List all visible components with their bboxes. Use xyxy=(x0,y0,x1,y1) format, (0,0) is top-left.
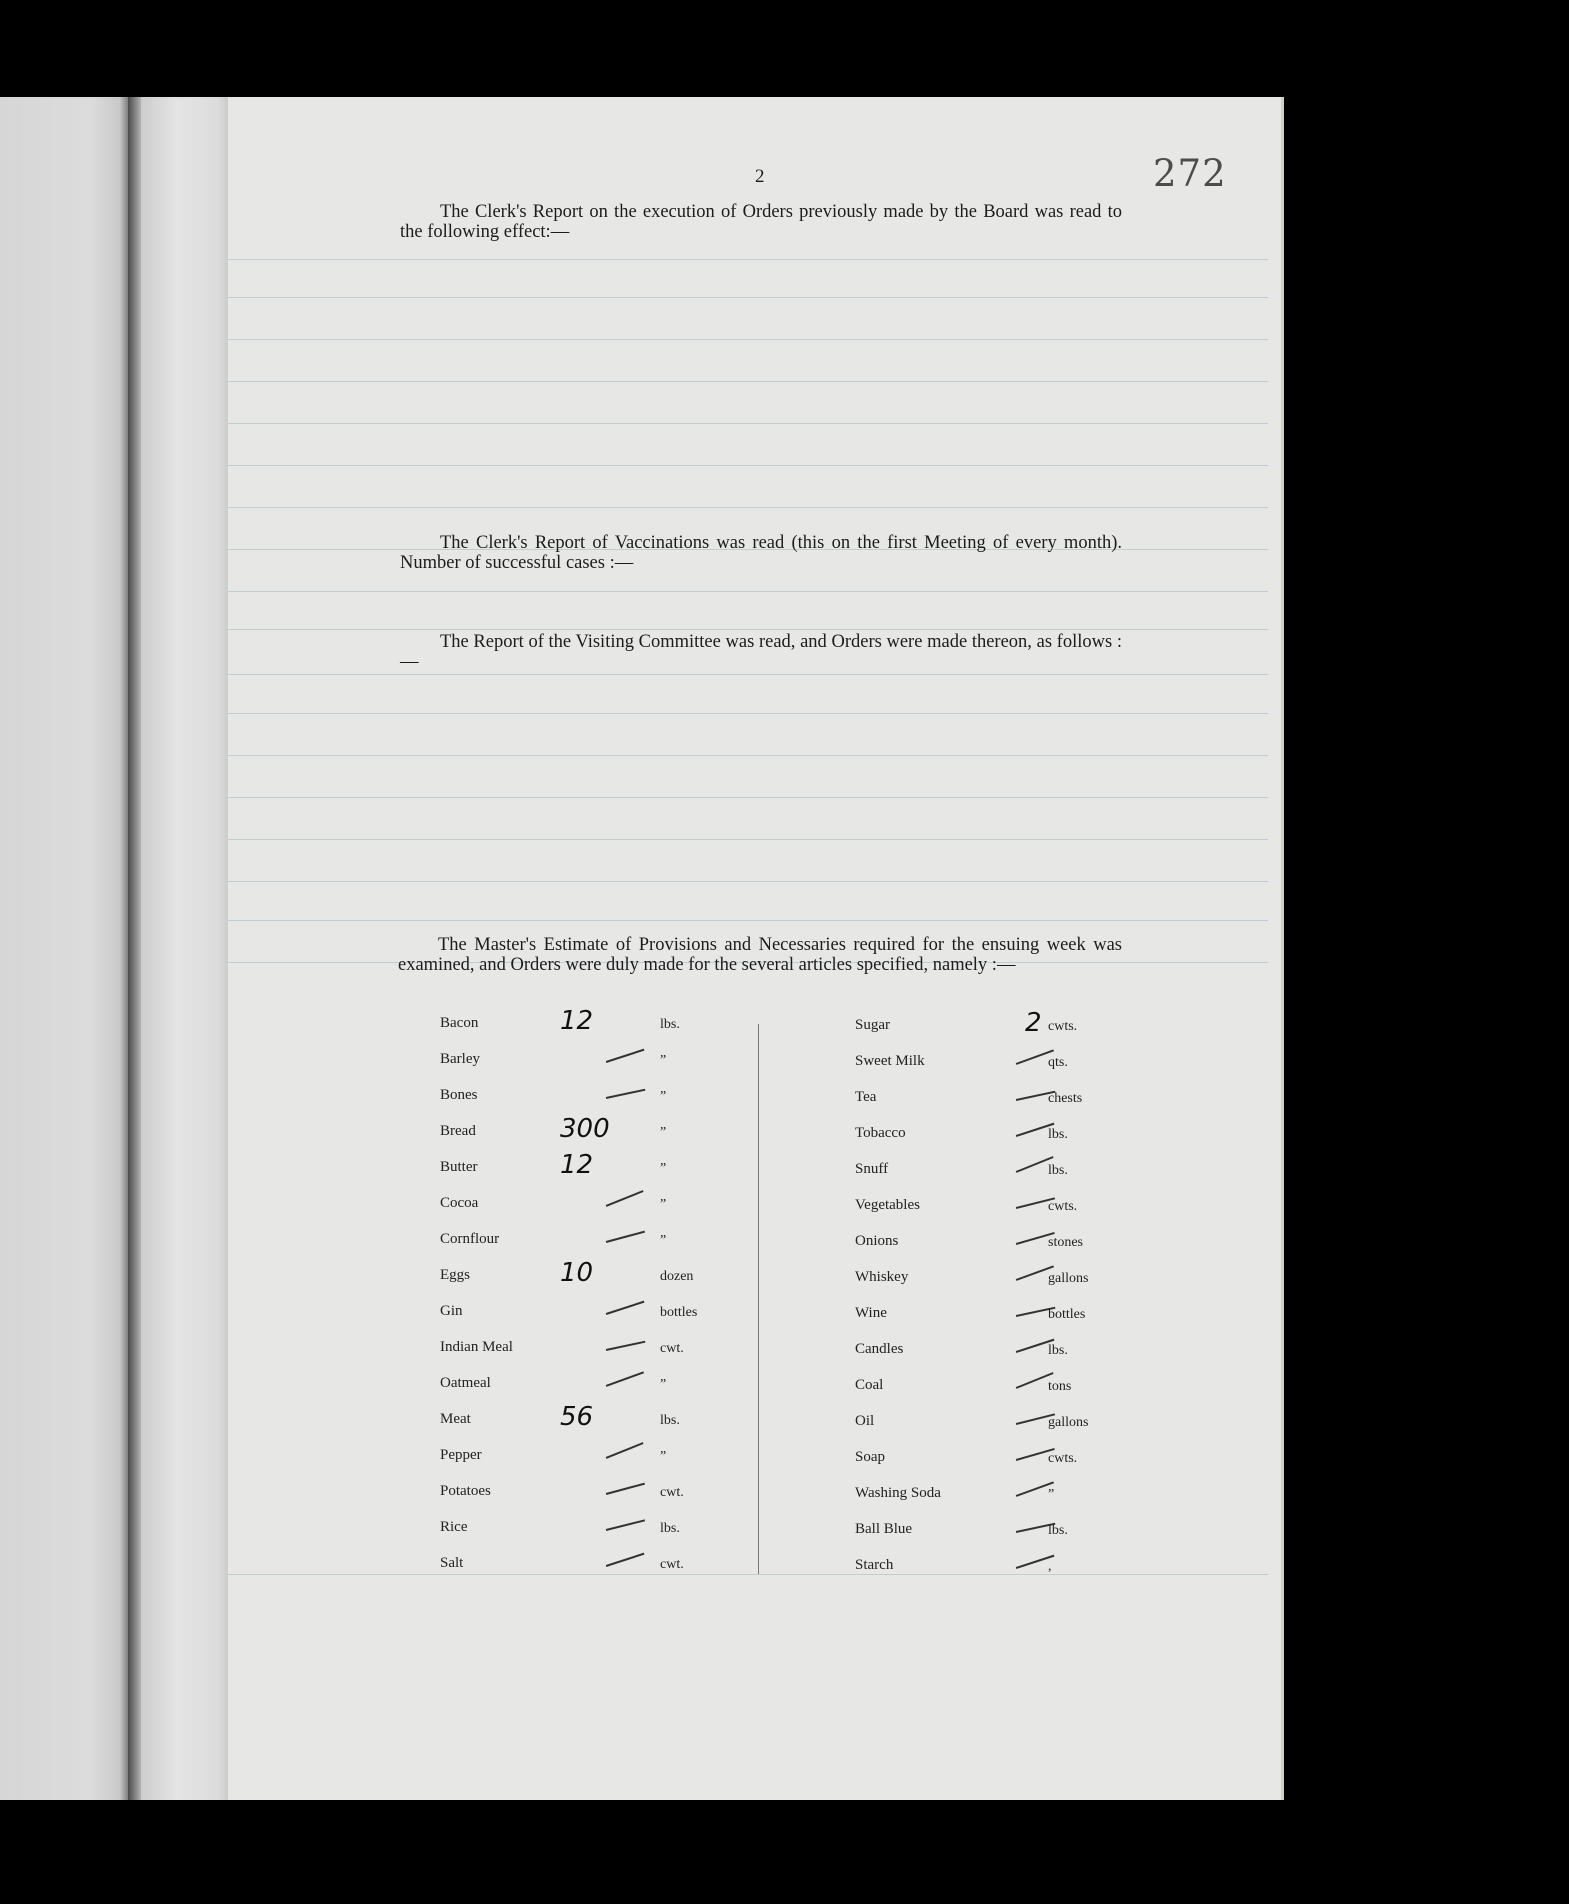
provision-unit: bottles xyxy=(660,1305,698,1320)
handwritten-amount: 10 xyxy=(560,1258,594,1288)
column-divider xyxy=(758,1024,759,1574)
provision-unit: ” xyxy=(660,1125,667,1140)
provision-item-name: Bread xyxy=(440,1123,476,1139)
ruled-line xyxy=(228,259,1268,260)
provision-unit: lbs. xyxy=(1048,1127,1068,1142)
handwritten-tick-mark xyxy=(606,1190,644,1206)
ruled-line xyxy=(228,1574,1268,1575)
previous-page-edge xyxy=(0,97,130,1800)
ledger-page xyxy=(228,97,1284,1800)
provision-unit: chests xyxy=(1048,1091,1083,1106)
provision-unit: lbs. xyxy=(660,1017,680,1032)
handwritten-tick-mark xyxy=(606,1341,645,1351)
provision-unit: ” xyxy=(660,1197,667,1212)
provision-unit: ” xyxy=(660,1053,667,1068)
handwritten-amount: 300 xyxy=(560,1114,610,1144)
provision-unit: cwt. xyxy=(660,1485,684,1500)
ruled-line xyxy=(228,839,1268,840)
provision-item-name: Meat xyxy=(440,1411,471,1427)
provision-unit: ” xyxy=(1048,1487,1055,1502)
clerk-orders-text: The Clerk's Report on the execution of Orders previously made by the Board was read to the following effect:— xyxy=(400,202,1122,242)
provision-unit: ” xyxy=(660,1233,667,1248)
clerk-orders-paragraph xyxy=(400,202,1122,242)
ruled-line xyxy=(228,423,1268,424)
provision-unit: lbs. xyxy=(660,1413,680,1428)
provision-item-name: Bacon xyxy=(440,1015,479,1031)
binding-gutter xyxy=(128,97,142,1800)
ruled-line xyxy=(228,465,1268,466)
ruled-line xyxy=(228,920,1268,921)
provision-unit: stones xyxy=(1048,1235,1083,1250)
provision-item-name: Starch xyxy=(855,1557,894,1573)
provision-item-name: Rice xyxy=(440,1519,468,1535)
provision-unit: gallons xyxy=(1048,1415,1089,1430)
provision-item-name: Oil xyxy=(855,1413,875,1429)
page-number: 2 xyxy=(755,166,765,187)
ruled-line xyxy=(228,591,1268,592)
provision-item-name: Potatoes xyxy=(440,1483,491,1499)
visiting-committee-paragraph xyxy=(400,632,1122,672)
provision-item-name: Ball Blue xyxy=(855,1521,913,1537)
provision-unit: , xyxy=(1048,1559,1052,1574)
provision-item-name: Onions xyxy=(855,1233,899,1249)
provision-item-name: Bones xyxy=(440,1087,478,1103)
ruled-line xyxy=(228,297,1268,298)
provision-item-name: Candles xyxy=(855,1341,904,1357)
provision-item-name: Salt xyxy=(440,1555,464,1571)
handwritten-tick-mark xyxy=(606,1301,645,1315)
master-estimate-text: The Master's Estimate of Provisions and Necessaries required for the ensuing week was examined, and Orders were duly made for the several articles specified, namely :— xyxy=(398,935,1122,975)
provision-item-name: Soap xyxy=(855,1449,885,1465)
ruled-line xyxy=(228,381,1268,382)
ruled-line xyxy=(228,339,1268,340)
provision-item-name: Tea xyxy=(855,1089,877,1105)
provision-unit: cwts. xyxy=(1048,1451,1078,1466)
handwritten-tick-mark xyxy=(606,1089,645,1099)
provision-item-name: Cornflour xyxy=(440,1231,500,1247)
vaccinations-paragraph xyxy=(400,533,1122,573)
provision-unit: lbs. xyxy=(1048,1163,1068,1178)
visiting-committee-text: The Report of the Visiting Committee was read, and Orders were made thereon, as follows :— xyxy=(400,632,1122,672)
provision-unit: ” xyxy=(660,1377,667,1392)
provision-item-name: Oatmeal xyxy=(440,1375,491,1391)
provision-unit: lbs. xyxy=(1048,1523,1068,1538)
provision-item-name: Butter xyxy=(440,1159,478,1175)
handwritten-tick-mark xyxy=(606,1519,645,1530)
provision-item-name: Tobacco xyxy=(855,1125,906,1141)
provision-unit: ” xyxy=(660,1161,667,1176)
provision-item-name: Cocoa xyxy=(440,1195,479,1211)
folio-number: 272 xyxy=(1153,152,1227,195)
provision-unit: dozen xyxy=(660,1269,694,1284)
provision-item-name: Coal xyxy=(855,1377,884,1393)
master-estimate-paragraph xyxy=(398,935,1122,975)
ruled-line xyxy=(228,629,1268,630)
provision-unit: cwts. xyxy=(1048,1019,1078,1034)
handwritten-amount: 12 xyxy=(560,1006,594,1036)
provision-item-name: Snuff xyxy=(855,1161,889,1177)
provision-item-name: Sugar xyxy=(855,1017,890,1033)
handwritten-amount: 56 xyxy=(560,1402,594,1432)
handwritten-tick-mark xyxy=(606,1442,644,1458)
provision-unit: cwt. xyxy=(660,1557,684,1572)
handwritten-tick-mark xyxy=(606,1049,645,1063)
provision-unit: gallons xyxy=(1048,1271,1089,1286)
vaccinations-text: The Clerk's Report of Vaccinations was read (this on the first Meeting of every month). Number of successful cases :— xyxy=(400,533,1122,573)
provision-item-name: Wine xyxy=(855,1305,887,1321)
provision-item-name: Indian Meal xyxy=(440,1339,513,1355)
ruled-line xyxy=(228,797,1268,798)
provision-unit: cwt. xyxy=(660,1341,684,1356)
handwritten-tick-mark xyxy=(606,1483,645,1495)
provision-item-name: Eggs xyxy=(440,1267,470,1283)
handwritten-tick-mark xyxy=(606,1553,645,1567)
provision-unit: lbs. xyxy=(660,1521,680,1536)
handwritten-amount: 2 xyxy=(1025,1008,1042,1038)
provision-unit: bottles xyxy=(1048,1307,1086,1322)
provision-item-name: Vegetables xyxy=(855,1197,920,1213)
provision-item-name: Whiskey xyxy=(855,1269,909,1285)
provision-unit: ” xyxy=(660,1449,667,1464)
provision-unit: cwts. xyxy=(1048,1199,1078,1214)
ruled-line xyxy=(228,674,1268,675)
ruled-line xyxy=(228,507,1268,508)
handwritten-tick-mark xyxy=(606,1231,645,1243)
handwritten-tick-mark xyxy=(606,1371,644,1386)
provision-unit: lbs. xyxy=(1048,1343,1068,1358)
provision-unit: qts. xyxy=(1048,1055,1068,1070)
provision-item-name: Pepper xyxy=(440,1447,482,1463)
ruled-line xyxy=(228,755,1268,756)
ruled-line xyxy=(228,713,1268,714)
handwritten-amount: 12 xyxy=(560,1150,594,1180)
provision-item-name: Sweet Milk xyxy=(855,1053,925,1069)
provision-item-name: Gin xyxy=(440,1303,463,1319)
page-stub xyxy=(141,97,232,1800)
ruled-line xyxy=(228,881,1268,882)
provision-item-name: Barley xyxy=(440,1051,480,1067)
provision-unit: ” xyxy=(660,1089,667,1104)
provision-item-name: Washing Soda xyxy=(855,1485,941,1501)
provision-unit: tons xyxy=(1048,1379,1072,1394)
